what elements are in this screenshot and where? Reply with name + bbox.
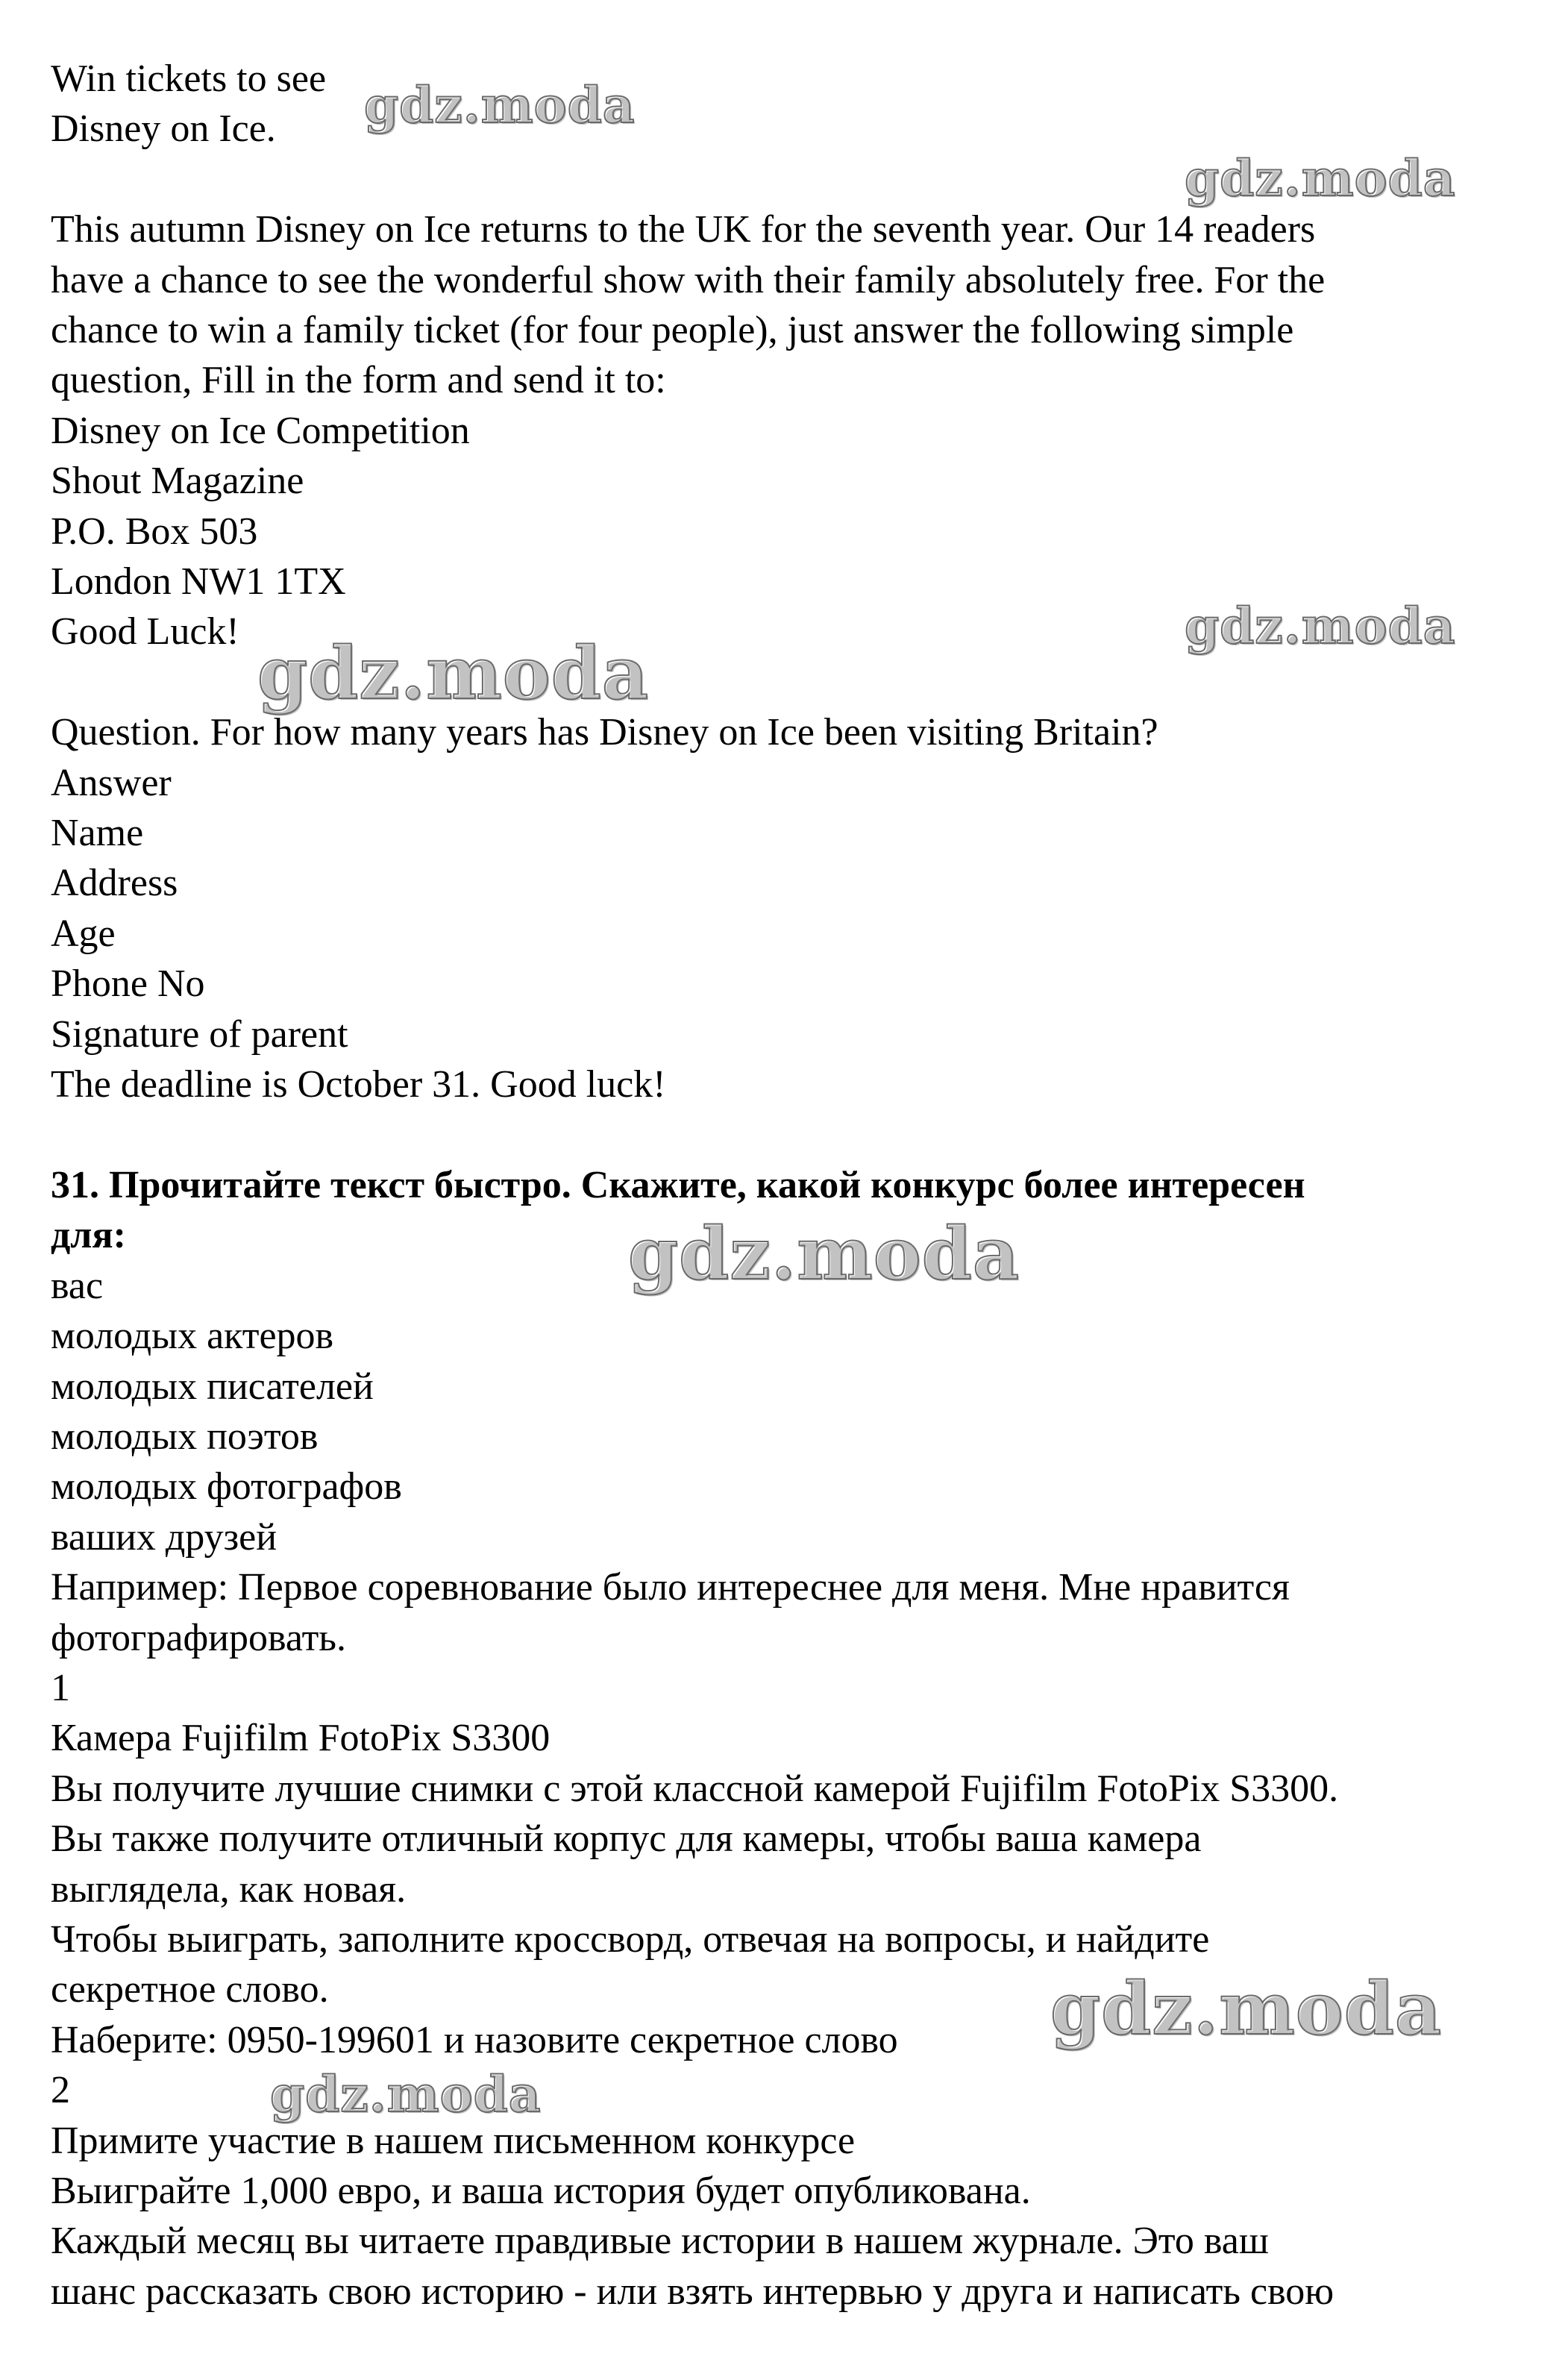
address-line: Shout Magazine <box>51 460 304 503</box>
section-gap <box>51 1110 1535 1160</box>
watermark: gdz.moda <box>1185 597 1456 655</box>
english-contest-text <box>51 54 1535 1110</box>
contest-line: Камера Fujifilm FotoPix S3300 <box>51 1717 551 1760</box>
contest-1 <box>51 1663 1535 2065</box>
contest-line: Каждый месяц вы читаете правдивые истории в нашем журнале. Это ваш <box>51 2220 1269 2263</box>
option-item: молодых актеров <box>51 1315 334 1358</box>
contest-line: Примите участие в нашем письменном конкурсе <box>51 2119 856 2162</box>
form-line: Answer <box>51 761 172 804</box>
option-item: молодых поэтов <box>51 1415 319 1458</box>
option-item: вас <box>51 1264 104 1307</box>
watermark: gdz.moda <box>257 631 650 715</box>
contest-line: выглядела, как новая. <box>51 1867 407 1911</box>
paragraph-gap <box>51 657 1535 707</box>
form-line: Signature of parent <box>51 1012 348 1056</box>
form-line: Name <box>51 812 144 855</box>
contest-line: Наберите: 0950-199601 и назовите секретное слово <box>51 2018 898 2061</box>
contest-2 <box>51 2065 1535 2317</box>
contest-line: шанс рассказать свою историю - или взять интервью у друга и написать свою <box>51 2270 1334 2313</box>
intro-line: question, Fill in the form and send it to: <box>51 359 666 402</box>
form-line: Phone No <box>51 962 205 1006</box>
option-item: молодых писателей <box>51 1365 374 1408</box>
address-line: London NW1 1TX <box>51 560 346 604</box>
form-line: Question. For how many years has Disney on Ice been visiting Britain? <box>51 711 1158 754</box>
contest-line: секретное слово. <box>51 1968 329 2011</box>
form-line: Address <box>51 862 178 905</box>
address-line: Good Luck! <box>51 610 239 654</box>
option-item: молодых фотографов <box>51 1465 402 1509</box>
example-line: фотографировать. <box>51 1616 347 1659</box>
watermark: gdz.moda <box>270 2065 542 2123</box>
paragraph-gap <box>51 154 1535 204</box>
watermark: gdz.moda <box>1185 149 1456 207</box>
watermark: gdz.moda <box>364 76 636 134</box>
contest-number: 1 <box>51 1666 70 1709</box>
example-line: Например: Первое соревнование было интереснее для меня. Мне нравится <box>51 1566 1290 1609</box>
document-page <box>51 54 1535 2317</box>
title-line: Win tickets to see <box>51 57 327 100</box>
task-31 <box>51 1160 1535 1663</box>
task-heading: 31. Прочитайте текст быстро. Скажите, какой конкурс более интересен <box>51 1163 1305 1206</box>
contest-line: Чтобы выиграть, заполните кроссворд, отвечая на вопросы, и найдите <box>51 1917 1210 1961</box>
watermark: gdz.moda <box>628 1212 1020 1296</box>
title-line: Disney on Ice. <box>51 107 276 151</box>
address-line: P.O. Box 503 <box>51 510 258 553</box>
watermark: gdz.moda <box>1050 1967 1443 2051</box>
intro-line: chance to win a family ticket (for four people), just answer the following simple <box>51 309 1294 352</box>
option-item: ваших друзей <box>51 1515 277 1559</box>
contest-line: Выиграйте 1,000 евро, и ваша история будет опубликована. <box>51 2170 1031 2213</box>
intro-line: have a chance to see the wonderful show with their family absolutely free. For the <box>51 258 1326 301</box>
contest-line: Вы также получите отличный корпус для камеры, чтобы ваша камера <box>51 1817 1202 1861</box>
form-line: The deadline is October 31. Good luck! <box>51 1063 666 1106</box>
contest-number: 2 <box>51 2069 70 2112</box>
contest-line: Вы получите лучшие снимки с этой классной камерой Fujifilm FotoPix S3300. <box>51 1767 1339 1810</box>
intro-line: This autumn Disney on Ice returns to the UK for the seventh year. Our 14 readers <box>51 208 1316 251</box>
task-heading: для: <box>51 1214 126 1257</box>
form-line: Age <box>51 912 116 955</box>
address-line: Disney on Ice Competition <box>51 409 470 452</box>
